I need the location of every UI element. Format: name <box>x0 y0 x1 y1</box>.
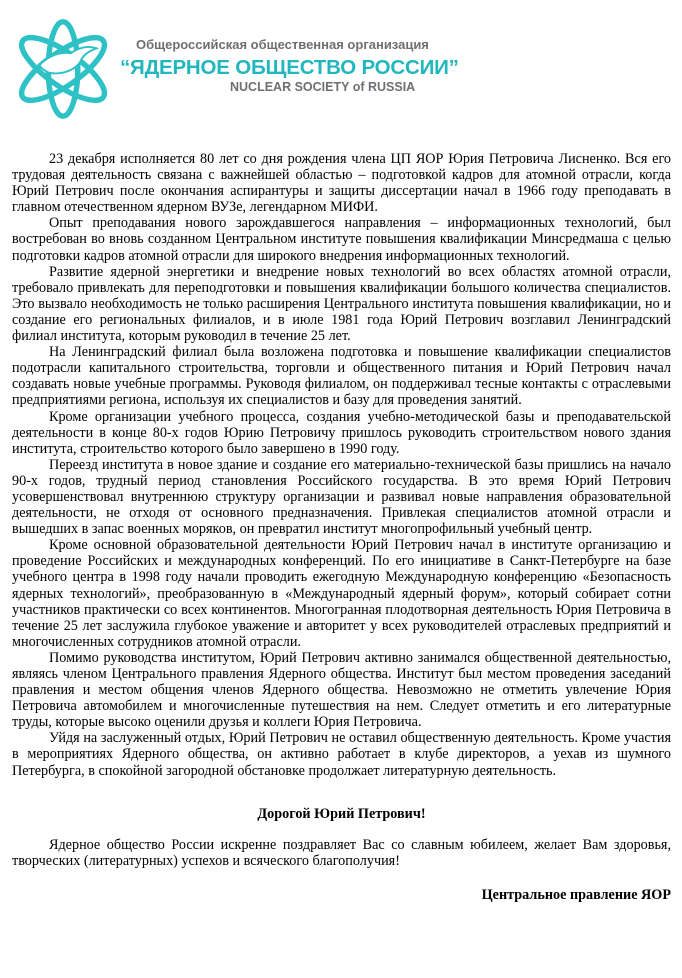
paragraph: Кроме организации учебного процесса, создания учебно-методической базы и преподавательской деятельности в конце 80-х годов Юрию Петровичу пришлось руководить строительством нового здания института, строительство которого было завершено в 1990 году. <box>12 408 671 457</box>
signature: Центральное правление ЯОР <box>481 886 671 903</box>
paragraph: Развитие ядерной энергетики и внедрение новых технологий во всех областях атомной отрасли, требовало привлекать для переподготовки и повышения квалификации большого количества специалистов. Это вызвало необходимость не только расширения Центрального института повышения квалификации, но и создание его региональных филиалов, и в июле 1981 года Юрий Петрович возглавил Ленинградский филиал института, которым руководил в течение 25 лет. <box>12 263 671 345</box>
org-name-en: NUCLEAR SOCIETY of RUSSIA <box>230 80 416 94</box>
paragraph: На Ленинградский филиал была возложена подготовка и повышение квалификации специалистов подотрасли капитального строительства, торговли и общественного питания и Юрий Петрович начал создавать новые учебные программы. Руководя филиалом, он поддерживал тесные контакты с отраслевыми предприятиями региона, используя их специалистов и базу для проведения занятий. <box>12 344 671 409</box>
paragraph: Опыт преподавания нового зарождавшегося направления – информационных технологий, был востребован во вновь созданном Центральном институте повышения квалификации Минсредмаша с целью подготовки кадров атомной отрасли для широкого внедрения информационных технологий. <box>12 215 671 264</box>
paragraph: Уйдя на заслуженный отдых, Юрий Петрович не оставил общественную деятельность. Кроме участия в мероприятиях Ядерного общества, он активно работает в клубе директоров, а уехав из шумного Петербурга, в спокойной загородной обстановке продолжает литературную деятельность. <box>12 730 671 779</box>
paragraph: 23 декабря исполняется 80 лет со дня рождения члена ЦП ЯОР Юрия Петровича Лисненко. Вся его трудовая деятельность связана с важнейшей областью – подготовкой кадров для атомной отрасли, когда Юрий Петрович после окончания аспирантуры и защиты диссертации начал в 1966 году преподавать в главном отечественном ядерном ВУЗе, легендарном МИФИ. <box>12 151 671 216</box>
org-descriptor: Общероссийская общественная организация <box>136 37 429 52</box>
paragraph: Помимо руководства институтом, Юрий Петрович активно занимался общественной деятельностью, являясь членом Центрального правления Ядерного общества. Институт был местом проведения заседаний правления и местом общения членов Ядерного общества. Невозможно не отметить увлечение Юрия Петровича автомобилем и многочисленные путешествия на нем. Следует отметить и его литературные труды, которые высоко оценили друзья и коллеги Юрия Петровича. <box>12 649 671 731</box>
paragraph: Кроме основной образовательной деятельности Юрий Петрович начал в институте организацию и проведение Российских и международных конференций. По его инициативе в Санкт-Петербурге на базе учебного центра в 1998 году начали проводить ежегодную Международную конференцию «Безопасность ядерных технологий», преобразованную в «Международный ядерный форум», который собирает сотни участников практически со всех континентов. Многогранная плодотворная деятельность Юрия Петровича в течение 25 лет заслужила глубокое уважение и авторитет у всех руководителей отраслевых предприятий и многочисленных сотрудников атомной отрасли. <box>12 537 671 650</box>
congratulations-paragraph: Ядерное общество России искренне поздравляет Вас со славным юбилеем, желает Вам здоровья, творческих (литературных) успехов и всяческого благополучия! <box>12 836 671 869</box>
greeting-heading: Дорогой Юрий Петрович! <box>257 805 426 822</box>
paragraph: Переезд института в новое здание и создание его материально-технической базы пришлись на начало 90-х годов, трудный период становления Российского государства. В это время Юрий Петрович усовершенствовал внутреннюю структуру организации и развивал новые направления образовательной деятельности, не отходя от основного предназначения. Привлекая специалистов атомной отрасли и вышедших в запас военных моряков, он превратил институт многопрофильный учебный центр. <box>12 456 671 538</box>
org-name: “ЯДЕРНОЕ ОБЩЕСТВО РОССИИ” <box>120 56 459 79</box>
article-body <box>12 151 671 903</box>
atom-dove-logo-icon <box>6 8 124 126</box>
